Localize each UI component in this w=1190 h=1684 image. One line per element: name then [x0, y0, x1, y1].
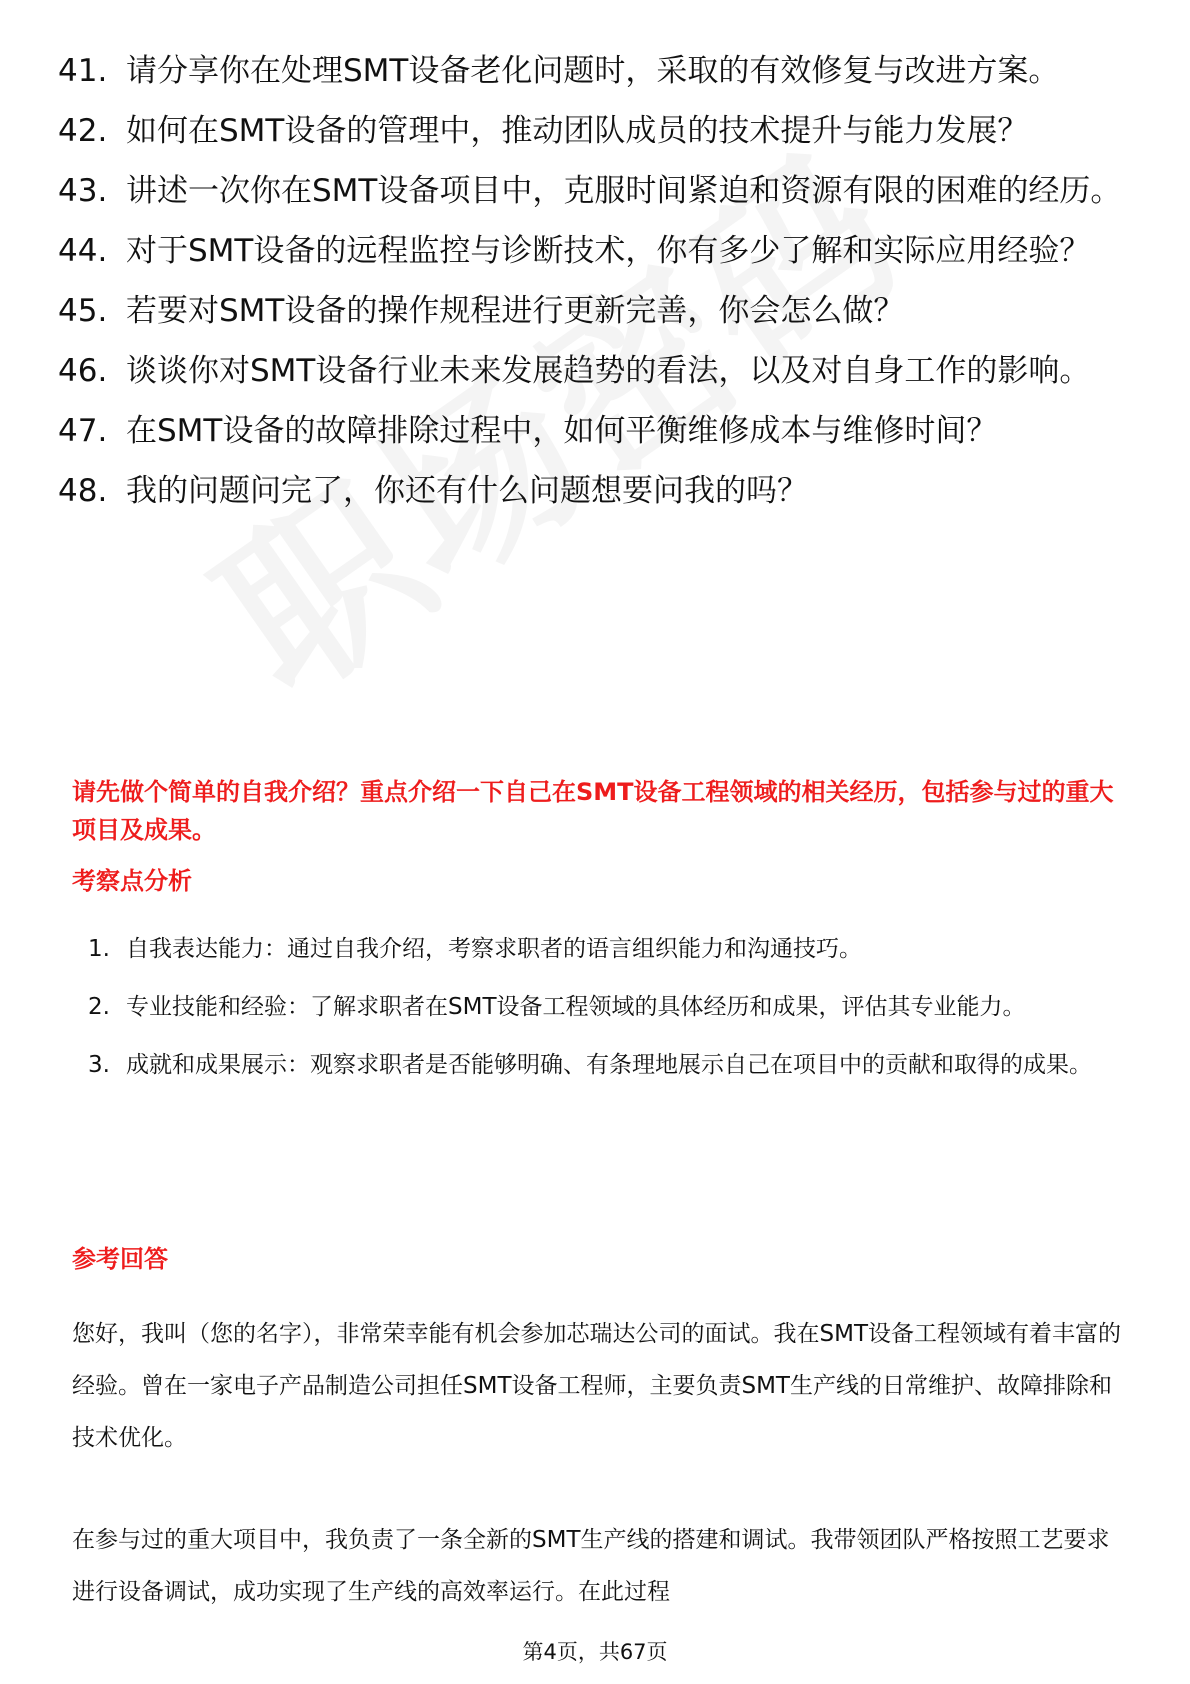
analysis-item [88, 981, 1118, 1033]
analysis-text: 成就和成果展示：观察求职者是否能够明确、有条理地展示自己在项目中的贡献和取得的成果。 [126, 1052, 1092, 1078]
question-number: 43. [58, 173, 108, 209]
analysis-number: 1. [88, 936, 110, 962]
question-number: 48. [58, 473, 108, 509]
analysis-heading: 考察点分析 [72, 867, 192, 895]
question-text: 我的问题问完了，你还有什么问题想要问我的吗？ [126, 473, 808, 509]
question-text: 讲述一次你在SMT设备项目中，克服时间紧迫和资源有限的困难的经历。 [126, 173, 1122, 209]
question-text: 谈谈你对SMT设备行业未来发展趋势的看法，以及对自身工作的影响。 [126, 353, 1091, 389]
question-list [58, 50, 1128, 530]
question-text: 若要对SMT设备的操作规程进行更新完善，你会怎么做？ [126, 293, 905, 329]
analysis-item [88, 923, 1118, 975]
question-item [58, 50, 1128, 92]
question-item [58, 290, 1128, 332]
question-item [58, 350, 1128, 392]
answer-heading: 参考回答 [72, 1245, 168, 1273]
analysis-text: 自我表达能力：通过自我介绍，考察求职者的语言组织能力和沟通技巧。 [126, 936, 862, 962]
analysis-item [88, 1039, 1118, 1091]
answer-paragraph: 您好，我叫（您的名字），非常荣幸能有机会参加芯瑞达公司的面试。我在SMT设备工程领域有着丰富的经验。曾在一家电子产品制造公司担任SMT设备工程师，主要负责SMT生产线的日常维护、故障排除和技术优化。 [72, 1321, 1121, 1451]
question-item [58, 110, 1128, 152]
question-number: 46. [58, 353, 108, 389]
question-item [58, 410, 1128, 452]
analysis-list [88, 923, 1118, 1097]
analysis-number: 3. [88, 1052, 110, 1078]
question-text: 请分享你在处理SMT设备老化问题时，采取的有效修复与改进方案。 [126, 53, 1060, 89]
analysis-text: 专业技能和经验：了解求职者在SMT设备工程领域的具体经历和成果，评估其专业能力。 [126, 994, 1026, 1020]
question-number: 44. [58, 233, 108, 269]
question-item [58, 230, 1128, 272]
page-footer: 第4页，共67页 [522, 1640, 668, 1664]
question-text: 在SMT设备的故障排除过程中，如何平衡维修成本与维修时间？ [126, 413, 998, 449]
analysis-number: 2. [88, 994, 110, 1020]
question-number: 41. [58, 53, 108, 89]
question-text: 如何在SMT设备的管理中，推动团队成员的技术提升与能力发展？ [126, 113, 1029, 149]
question-text: 对于SMT设备的远程监控与诊断技术，你有多少了解和实际应用经验？ [126, 233, 1091, 269]
answer-paragraph: 在参与过的重大项目中，我负责了一条全新的SMT生产线的搭建和调试。我带领团队严格按照工艺要求进行设备调试，成功实现了生产线的高效率运行。在此过程 [72, 1527, 1110, 1605]
question-item [58, 470, 1128, 512]
question-item [58, 170, 1128, 212]
question-number: 47. [58, 413, 108, 449]
featured-question: 请先做个简单的自我介绍？重点介绍一下自己在SMT设备工程领域的相关经历，包括参与过的重大项目及成果。 [72, 778, 1114, 844]
question-number: 42. [58, 113, 108, 149]
question-number: 45. [58, 293, 108, 329]
